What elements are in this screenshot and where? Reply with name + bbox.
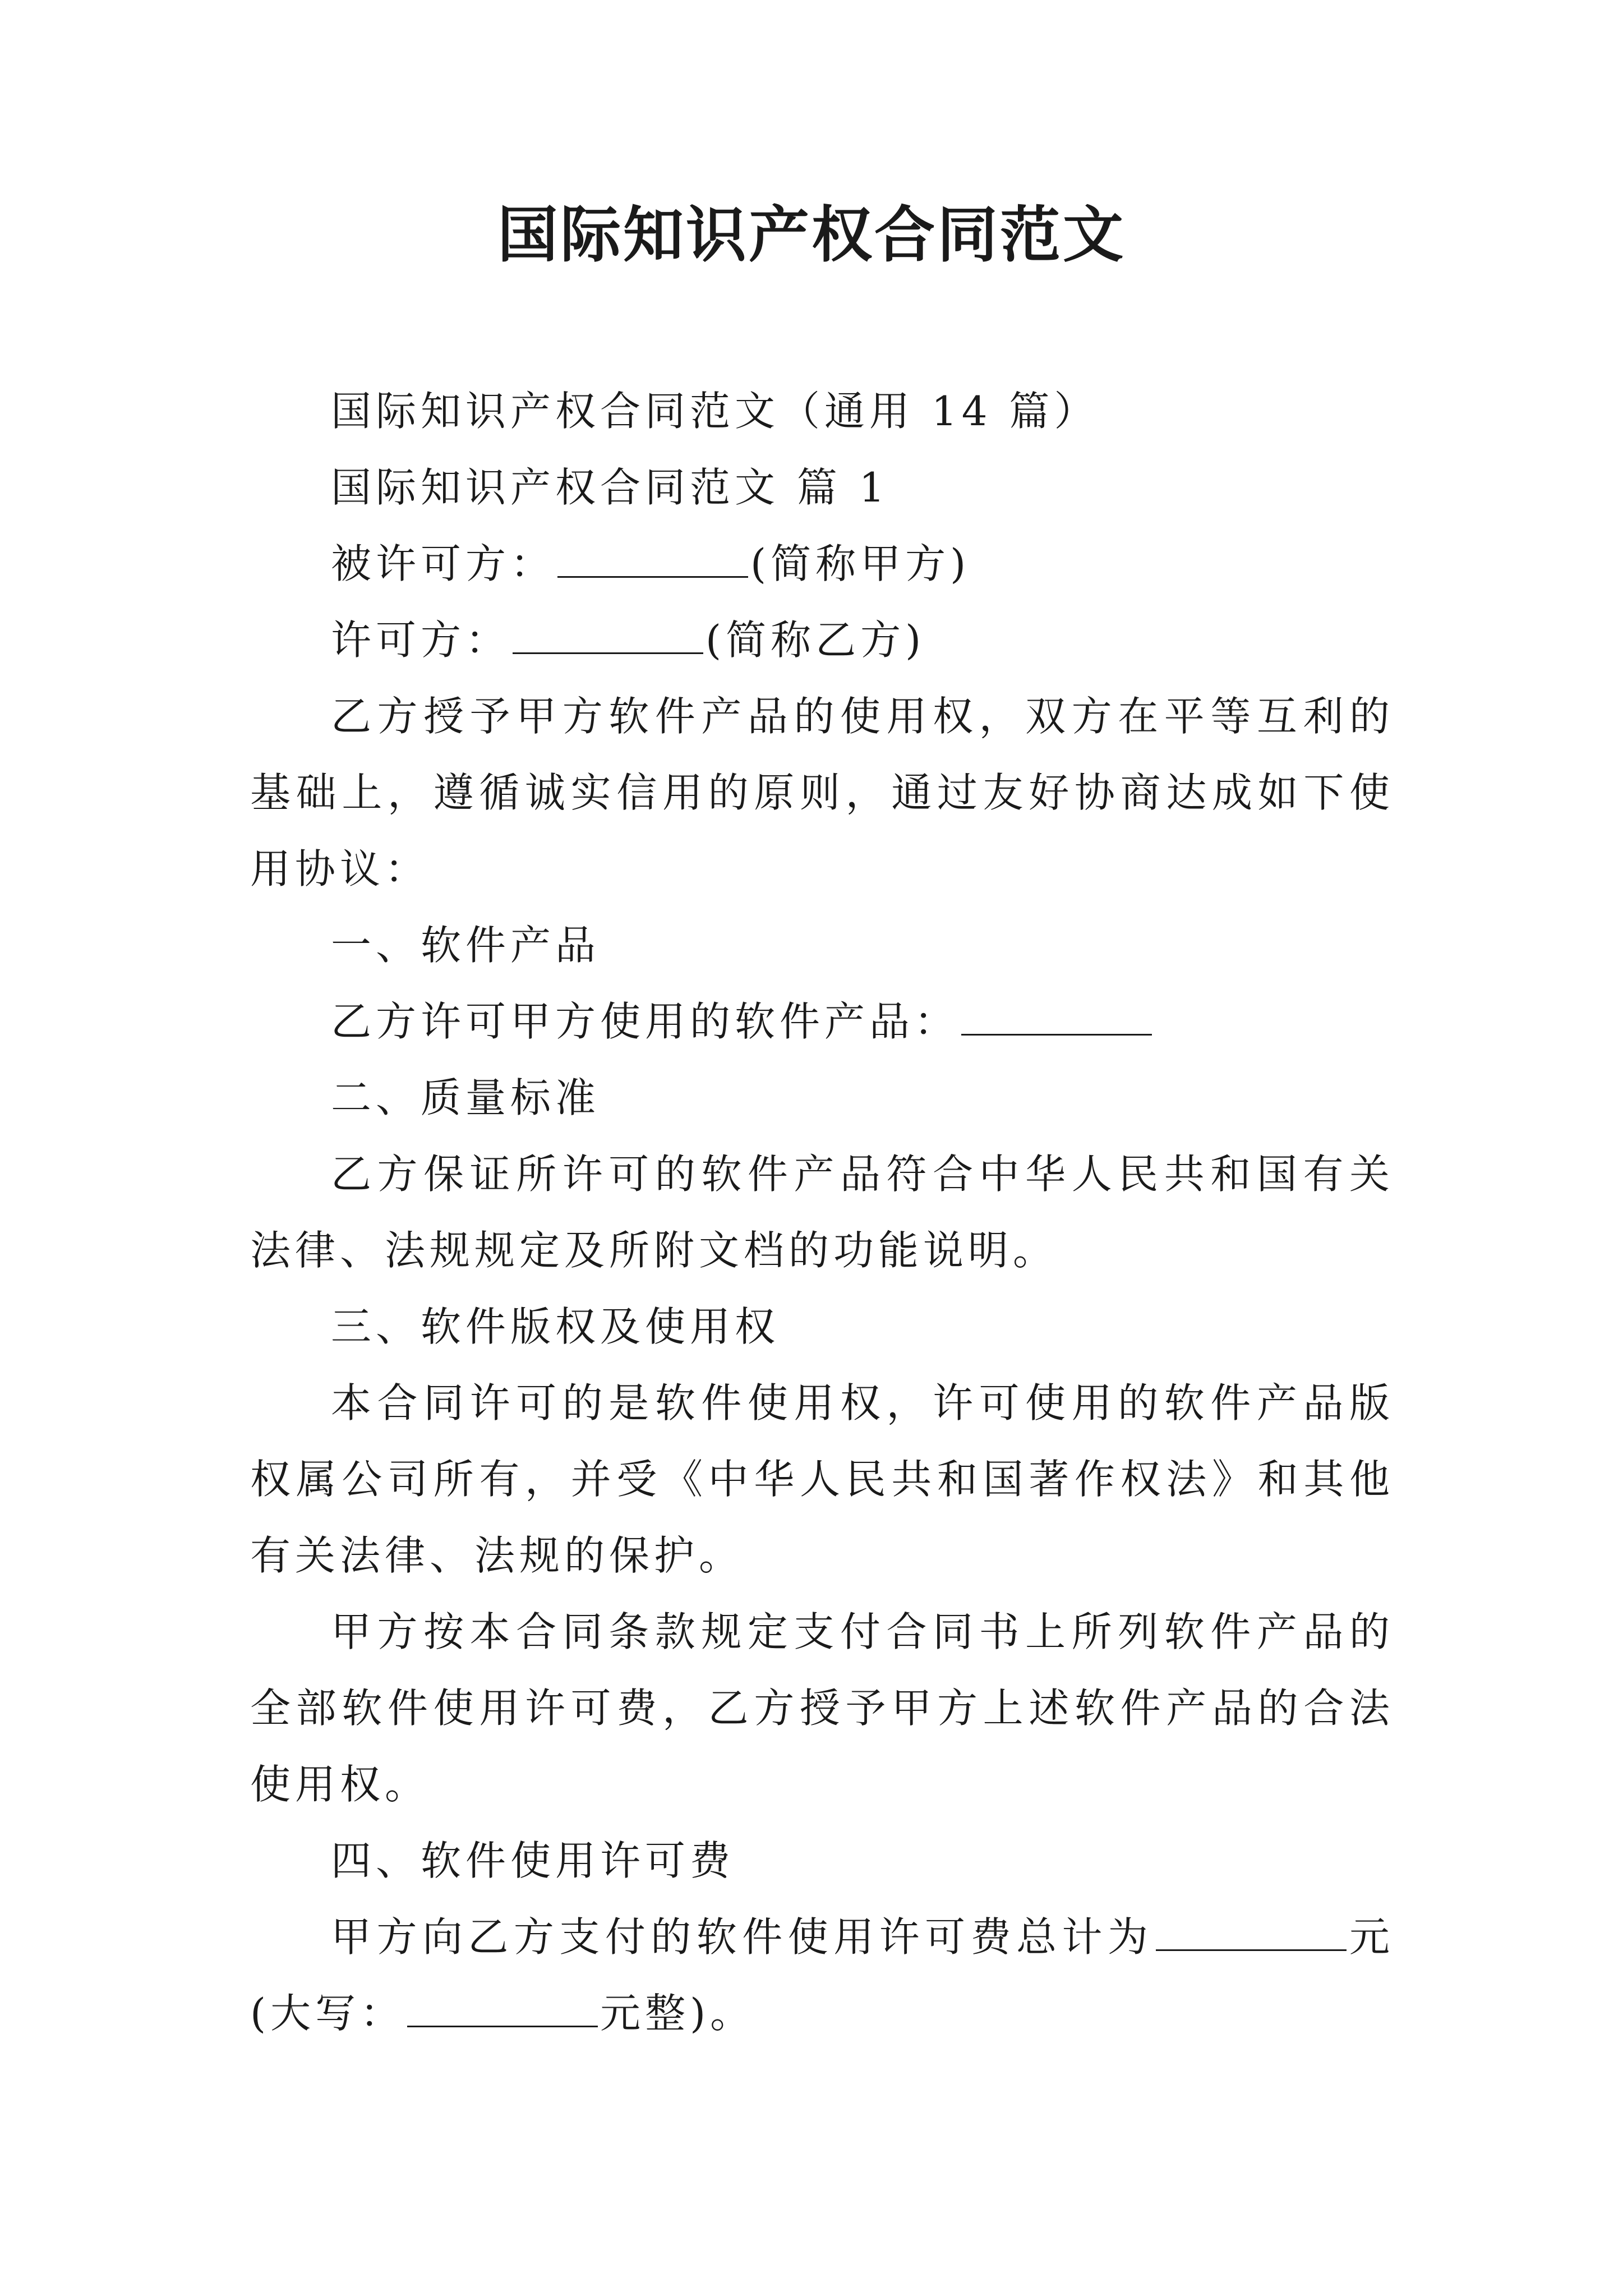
section1-text-line: [250, 983, 1394, 1060]
fee-amount-blank: [1156, 1916, 1347, 1951]
fee-capital-blank: [407, 1992, 598, 2027]
chapter-heading: 国际知识产权合同范文 篇 1: [331, 464, 889, 511]
section1-heading: 一、软件产品: [331, 922, 601, 969]
licensor-label: 许可方：: [331, 616, 511, 664]
licensor-suffix: (简称乙方): [706, 616, 926, 664]
document-title: 国际知识产权合同范文: [497, 200, 1126, 270]
licensee-label: 被许可方：: [331, 540, 556, 587]
licensor-blank: [513, 619, 703, 654]
licensee-line: [250, 526, 1394, 602]
section2-text: 乙方保证所许可的软件产品符合中华人民共和国有关法律、法规规定及所附文档的功能说明。: [250, 1151, 1394, 1274]
licensor-line: [250, 602, 1394, 678]
document-body: [250, 373, 1394, 2051]
section4-text-line: [250, 1899, 1394, 2051]
section4-text-before: 甲方向乙方支付的软件使用许可费总计为: [331, 1913, 1154, 1961]
section4-text-after: 元整)。: [600, 1990, 755, 2037]
section4-heading: 四、软件使用许可费: [331, 1837, 735, 1884]
licensee-blank: [557, 542, 748, 578]
software-product-blank: [961, 1000, 1152, 1036]
section3-heading: 三、软件版权及使用权: [331, 1303, 780, 1350]
intro-paragraph: 乙方授予甲方软件产品的使用权，双方在平等互利的基础上，遵循诚实信用的原则，通过友好协商达成如下使用协议：: [250, 693, 1394, 892]
section3-text1: 本合同许可的是软件使用权，许可使用的软件产品版权属公司所有，并受《中华人民共和国著作权法》和其他有关法律、法规的保护。: [250, 1379, 1394, 1579]
document-subtitle: 国际知识产权合同范文（通用 14 篇）: [331, 388, 1099, 435]
licensee-suffix: (简称甲方): [750, 540, 971, 587]
section4-text-middle: 元(大写：: [250, 1913, 1394, 2037]
section2-heading: 二、质量标准: [331, 1074, 601, 1121]
section1-text: 乙方许可甲方使用的软件产品：: [331, 998, 960, 1045]
section3-text2: 甲方按本合同条款规定支付合同书上所列软件产品的全部软件使用许可费，乙方授予甲方上述软件产品的合法使用权。: [250, 1608, 1394, 1808]
